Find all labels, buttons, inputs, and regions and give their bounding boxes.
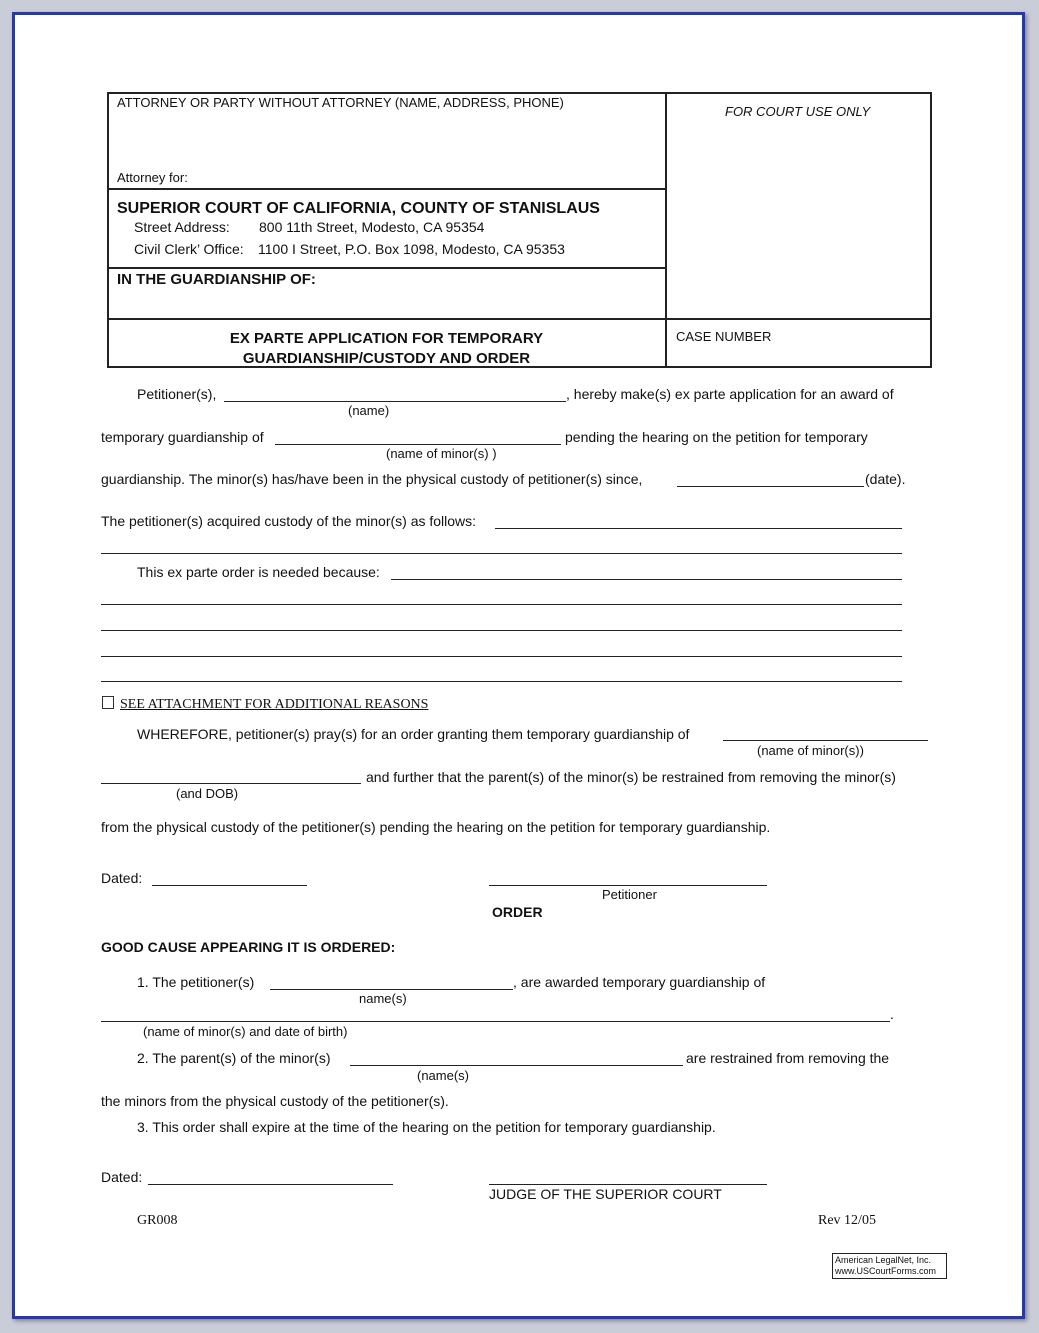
minor-name-line[interactable] xyxy=(275,444,561,445)
revision: Rev 12/05 xyxy=(818,1213,876,1228)
petitioner-caption: Petitioner xyxy=(602,887,657,902)
order-item-1: 1. The petitioner(s) xyxy=(137,974,255,990)
wherefore-minor-line[interactable] xyxy=(723,740,928,741)
caption-rule xyxy=(107,188,666,190)
attorney-for: Attorney for: xyxy=(117,170,188,185)
order-item-2-end: are restrained from removing the xyxy=(686,1050,890,1066)
case-number-label: CASE NUMBER xyxy=(676,329,772,344)
attorney-label: ATTORNEY OR PARTY WITHOUT ATTORNEY (NAME, ADDRESS, PHONE) xyxy=(117,95,564,110)
order-item-3: 3. This order shall expire at the time of the hearing on the petition for temporary guardianship. xyxy=(137,1119,716,1135)
minor-caption: (name of minor(s) ) xyxy=(386,446,497,461)
minor-caption-2: (name of minor(s)) xyxy=(757,743,864,758)
pending-text: pending the hearing on the petition for temporary xyxy=(565,429,868,445)
order-minor-line[interactable] xyxy=(101,1021,890,1022)
caption-rule xyxy=(107,267,666,269)
order-dated-label: Dated: xyxy=(101,1169,143,1185)
order-item-2-cont: the minors from the physical custody of the petitioner(s). xyxy=(101,1093,449,1109)
needed-because-line[interactable] xyxy=(391,579,902,580)
dated-label: Dated: xyxy=(101,870,143,886)
form-id: GR008 xyxy=(137,1213,178,1228)
court-use-label: FOR COURT USE ONLY xyxy=(725,104,871,119)
custody-date-line[interactable] xyxy=(677,486,864,487)
order-period: . xyxy=(890,1006,894,1022)
needed-because-line[interactable] xyxy=(101,604,902,605)
dob-caption: (and DOB) xyxy=(176,786,239,801)
names-caption: name(s) xyxy=(359,991,407,1006)
petitioner-signature-line[interactable] xyxy=(489,885,767,886)
application-text: , hereby make(s) ex parte application for an award of xyxy=(566,386,894,402)
custody-acquired-line[interactable] xyxy=(101,553,902,554)
from-custody-text: from the physical custody of the petitioner(s) pending the hearing on the petition for temporary guardianship. xyxy=(101,819,771,835)
order-item-2: 2. The parent(s) of the minor(s) xyxy=(137,1050,331,1066)
order-heading: ORDER xyxy=(492,904,543,920)
custody-acquired-line[interactable] xyxy=(495,528,902,529)
publisher-line-2: www.USCourtForms.com xyxy=(835,1266,937,1276)
street-label: Street Address: xyxy=(134,219,230,235)
attachment-checkbox[interactable] xyxy=(102,696,114,709)
minor-dob-caption: (name of minor(s) and date of birth) xyxy=(143,1024,348,1039)
attachment-label: SEE ATTACHMENT FOR ADDITIONAL REASONS xyxy=(120,697,429,712)
caption-box xyxy=(107,92,932,368)
order-dated-line[interactable] xyxy=(148,1184,393,1185)
custody-since-text: guardianship. The minor(s) has/have been in the physical custody of petitioner(s) since, xyxy=(101,471,643,487)
form-title-line2: GUARDIANSHIP/CUSTODY AND ORDER xyxy=(242,350,531,367)
publisher-stamp xyxy=(832,1253,947,1279)
name-caption-2: (name(s) xyxy=(417,1068,470,1083)
clerk-value: 1100 I Street, P.O. Box 1098, Modesto, CA 95353 xyxy=(258,241,565,257)
guardianship-of: IN THE GUARDIANSHIP OF: xyxy=(117,271,316,288)
caption-divider xyxy=(665,92,667,368)
needed-because-line[interactable] xyxy=(101,630,902,631)
temp-guardianship-label: temporary guardianship of xyxy=(101,429,264,445)
publisher-line-1: American LegalNet, Inc. xyxy=(835,1255,932,1265)
judge-signature-line[interactable] xyxy=(489,1184,767,1185)
clerk-label: Civil Clerk’ Office: xyxy=(134,241,244,257)
needed-because-label: This ex parte order is needed because: xyxy=(137,564,380,580)
order-item-1-end: , are awarded temporary guardianship of xyxy=(513,974,766,990)
name-caption: (name) xyxy=(348,403,390,418)
form-title-line1: EX PARTE APPLICATION FOR TEMPORARY xyxy=(229,330,544,347)
order-petitioner-line[interactable] xyxy=(270,989,513,990)
petitioner-label: Petitioner(s), xyxy=(137,386,217,402)
street-value: 800 11th Street, Modesto, CA 95354 xyxy=(259,219,485,235)
judge-caption: JUDGE OF THE SUPERIOR COURT xyxy=(489,1186,722,1202)
date-caption: (date). xyxy=(865,471,906,487)
minor-dob-line[interactable] xyxy=(101,783,361,784)
petitioner-name-line[interactable] xyxy=(224,401,566,402)
needed-because-line[interactable] xyxy=(101,681,902,682)
dated-line[interactable] xyxy=(152,885,307,886)
wherefore-text: WHEREFORE, petitioner(s) pray(s) for an order granting them temporary guardianship of xyxy=(137,726,690,742)
court-name: SUPERIOR COURT OF CALIFORNIA, COUNTY OF STANISLAUS xyxy=(117,200,600,217)
custody-acquired-label: The petitioner(s) acquired custody of the minor(s) as follows: xyxy=(101,513,477,529)
needed-because-line[interactable] xyxy=(101,656,902,657)
caption-rule xyxy=(107,318,932,320)
order-parent-line[interactable] xyxy=(350,1065,683,1066)
good-cause-heading: GOOD CAUSE APPEARING IT IS ORDERED: xyxy=(101,939,396,955)
attachment-checkbox-row[interactable] xyxy=(102,696,428,713)
further-text: and further that the parent(s) of the minor(s) be restrained from removing the minor(s) xyxy=(366,769,896,785)
